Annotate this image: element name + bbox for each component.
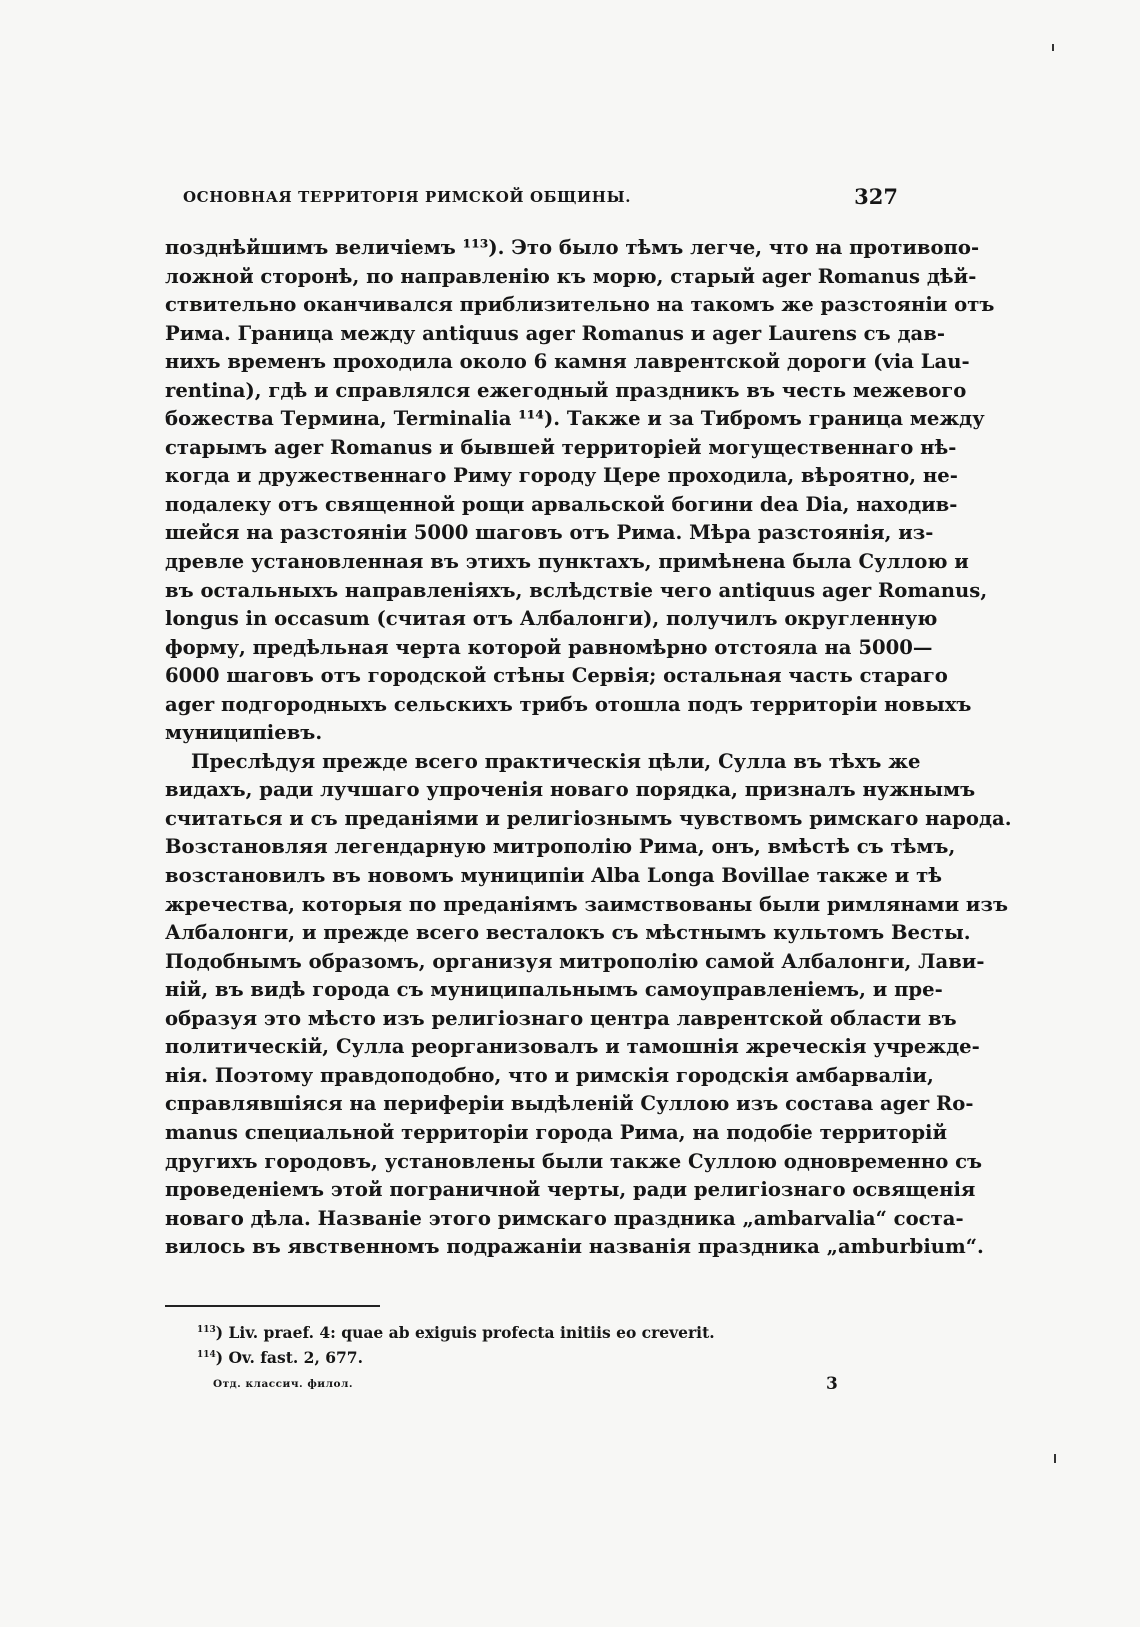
text-line: когда и дружественнаго Риму городу Цере проходила, вѣроятно, не- bbox=[165, 464, 958, 488]
text-line: политическій, Сулла реорганизовалъ и тамошнія жреческія учрежде- bbox=[165, 1035, 980, 1059]
text-line: ствительно оканчивался приблизительно на такомъ же разстояніи отъ bbox=[165, 293, 995, 317]
text-line: считаться и съ преданіями и религіознымъ чувствомъ римскаго народа. bbox=[165, 806, 1012, 830]
text-line: форму, предѣльная черта которой равномѣрно отстояла на 5000— bbox=[165, 635, 933, 659]
footnotes bbox=[197, 1318, 897, 1368]
footnote-mark: 113 bbox=[197, 1325, 216, 1335]
text-line: Албалонги, и прежде всего весталокъ съ мѣстнымъ культомъ Весты. bbox=[165, 921, 971, 945]
text-line: Возстановляя легендарную митрополію Рима, онъ, вмѣстѣ съ тѣмъ, bbox=[165, 835, 956, 859]
text-line: Рима. Граница между antiquus ager Romanus и ager Laurens съ дав- bbox=[165, 321, 945, 345]
text-line: Подобнымъ образомъ, организуя митрополію самой Албалонги, Лави- bbox=[165, 949, 985, 973]
text-line: позднѣйшимъ величіемъ ¹¹³). Это было тѣмъ легче, что на противопо- bbox=[165, 236, 980, 259]
sheet-number: 3 bbox=[826, 1374, 838, 1394]
text-line: longus in occasum (считая отъ Албалонги), получилъ округленную bbox=[165, 607, 938, 631]
footnote-113 bbox=[197, 1318, 897, 1343]
body-text bbox=[165, 234, 1012, 1262]
text-line: старымъ ager Romanus и бывшей территоріей могущественнаго нѣ- bbox=[165, 435, 957, 459]
text-line: древле установленная въ этихъ пунктахъ, примѣнена была Суллою и bbox=[165, 550, 969, 574]
text-line: шейся на разстояніи 5000 шаговъ отъ Рима. Мѣра разстоянія, из- bbox=[165, 521, 934, 545]
text-line: образуя это мѣсто изъ религіознаго центра лаврентской области въ bbox=[165, 1006, 957, 1030]
text-line: ложной сторонѣ, по направленію къ морю, старый ager Romanus дѣй- bbox=[165, 264, 977, 288]
footnote-text: ) Ov. fast. 2, 677. bbox=[215, 1348, 363, 1367]
text-line: вилось въ явственномъ подражаніи названія праздника „amburbium“. bbox=[165, 1235, 984, 1259]
running-title: ОСНОВНАЯ ТЕРРИТОРІЯ РИМСКОЙ ОБЩИНЫ. bbox=[183, 188, 632, 206]
footnote-114 bbox=[197, 1343, 897, 1368]
text-line: ній, въ видѣ города съ муниципальнымъ самоуправленіемъ, и пре- bbox=[165, 978, 943, 1002]
text-line: справлявшіяся на периферіи выдѣленій Суллою изъ состава ager Ro- bbox=[165, 1092, 974, 1116]
text-line: новаго дѣла. Названіе этого римскаго праздника „ambarvalia“ соста- bbox=[165, 1206, 964, 1230]
paragraph-end-line: муниципіевъ. bbox=[165, 721, 323, 745]
running-header bbox=[165, 184, 898, 214]
text-line: нія. Поэтому правдоподобно, что и римскія городскія амбарваліи, bbox=[165, 1063, 934, 1087]
text-line: возстановилъ въ новомъ муниципіи Alba Longa Bovillae также и тѣ bbox=[165, 864, 943, 888]
scan-speck bbox=[1054, 1454, 1056, 1463]
text-line: manus специальной территоріи города Рима, на подобіе территорій bbox=[165, 1120, 948, 1144]
footnote-mark: 114 bbox=[197, 1350, 216, 1360]
paragraph-start-line: Преслѣдуя прежде всего практическія цѣли, Сулла въ тѣхъ же bbox=[191, 749, 921, 773]
text-line: другихъ городовъ, установлены были также Суллою одновременно съ bbox=[165, 1149, 983, 1173]
text-line: нихъ временъ проходила около 6 камня лаврентской дороги (via Lau- bbox=[165, 350, 970, 374]
text-line: rentina), гдѣ и справлялся ежегодный праздникъ въ честь межевого bbox=[165, 378, 967, 402]
text-line: проведеніемъ этой пограничной черты, ради религіознаго освященія bbox=[165, 1178, 976, 1202]
text-line: ager подгородныхъ сельскихъ трибъ отошла подъ территоріи новыхъ bbox=[165, 692, 972, 716]
text-line: въ остальныхъ направленіяхъ, вслѣдствіе чего antiquus ager Romanus, bbox=[165, 578, 988, 602]
text-line: подалеку отъ священной рощи арвальской богини dea Dia, находив- bbox=[165, 492, 958, 516]
footnote-text: ) Liv. praef. 4: quae ab exiguis profecta initiis eo creverit. bbox=[215, 1323, 715, 1342]
text-line: божества Термина, Terminalia ¹¹⁴). Также и за Тибромъ граница между bbox=[165, 407, 985, 431]
signature-line: Отд. классич. филол. bbox=[213, 1378, 354, 1390]
text-line: 6000 шаговъ отъ городской стѣны Сервія; остальная часть стараго bbox=[165, 664, 948, 688]
scan-speck bbox=[1052, 44, 1054, 51]
text-line: жречества, которыя по преданіямъ заимствованы были римлянами изъ bbox=[165, 892, 1009, 916]
page-number: 327 bbox=[854, 184, 898, 209]
text-line: видахъ, ради лучшаго упроченія новаго порядка, призналъ нужнымъ bbox=[165, 778, 976, 802]
footnote-divider bbox=[165, 1305, 380, 1307]
